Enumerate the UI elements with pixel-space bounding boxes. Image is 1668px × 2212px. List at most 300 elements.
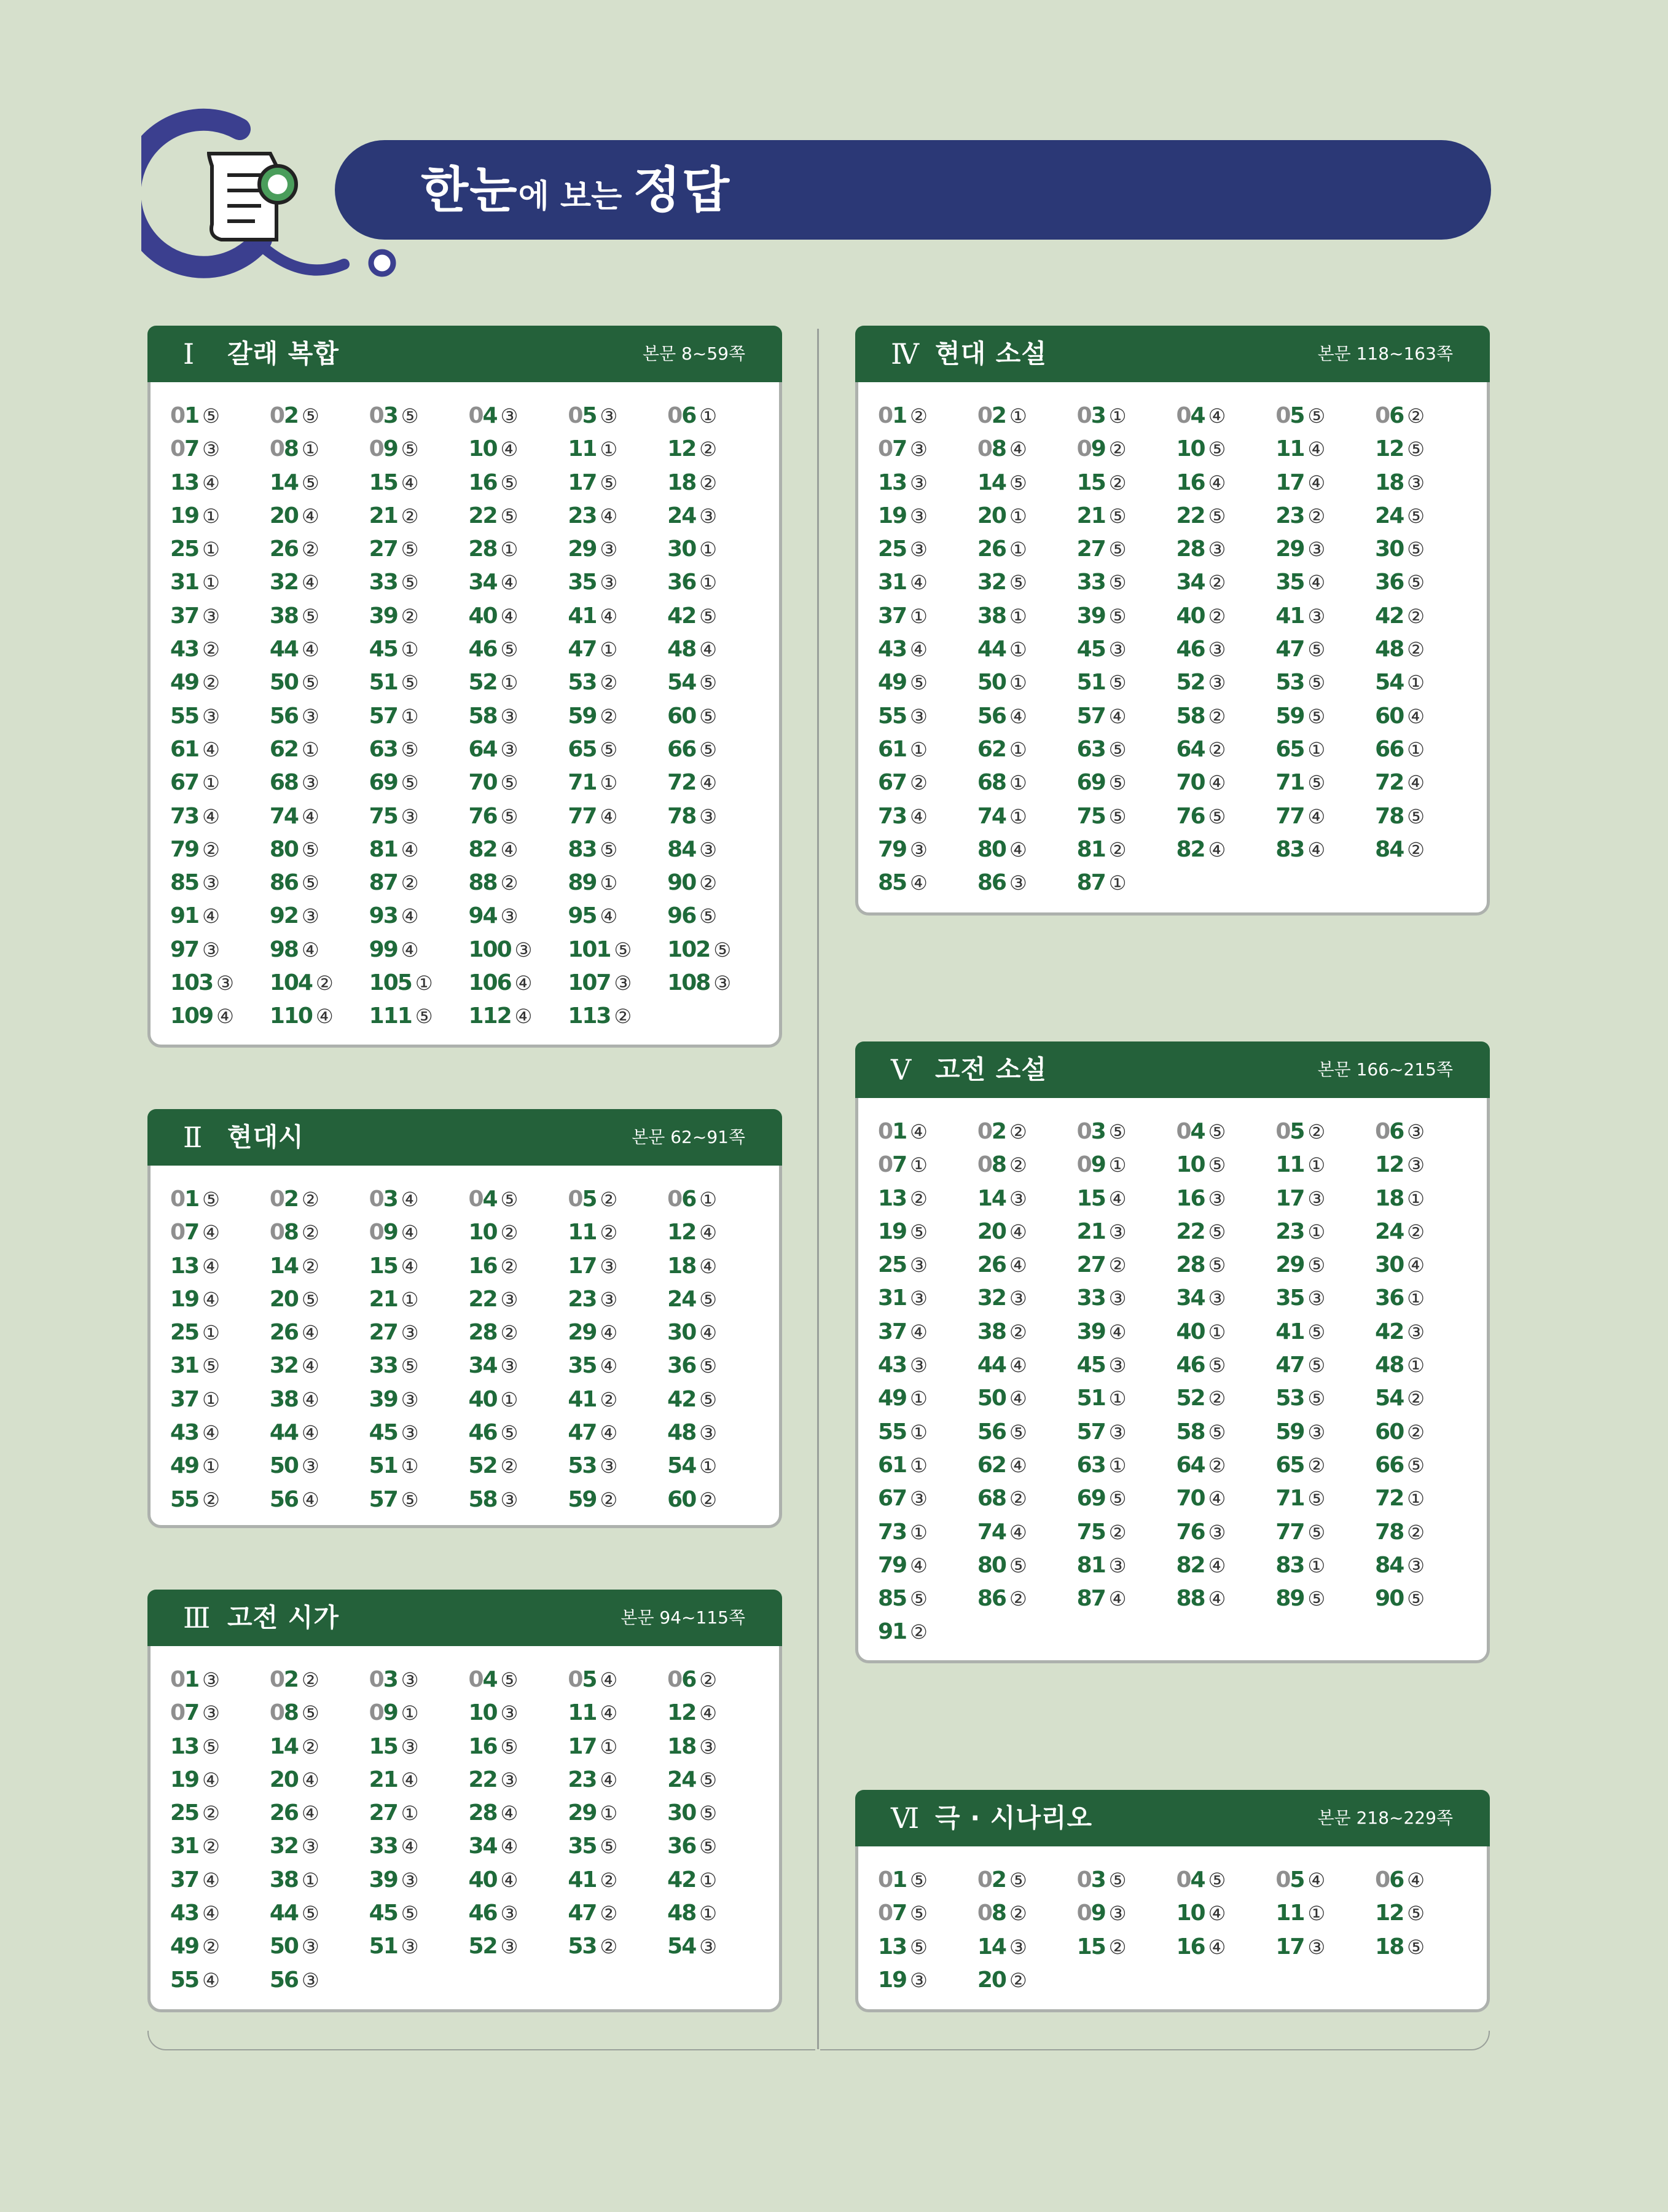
answer-choice: ④ xyxy=(216,1005,234,1029)
question-number: 19 xyxy=(878,1218,907,1244)
question-number: 08 xyxy=(269,1220,298,1245)
answer-item xyxy=(568,866,667,900)
answer-choice: ⑤ xyxy=(1307,404,1326,428)
answer-item xyxy=(568,666,667,699)
answer-choice: ⑤ xyxy=(1108,538,1127,562)
question-number: 52 xyxy=(468,1934,497,1959)
question-number: 19 xyxy=(170,503,199,528)
answer-choice: ① xyxy=(1307,1902,1326,1926)
question-number: 112 xyxy=(468,1003,511,1029)
question-number: 01 xyxy=(878,403,907,428)
answer-choice: ④ xyxy=(315,1005,334,1029)
answer-item xyxy=(1077,1115,1177,1148)
question-number: 44 xyxy=(269,1420,298,1446)
question-number: 07 xyxy=(170,1220,199,1245)
answer-choice: ③ xyxy=(202,1701,220,1725)
question-number: 86 xyxy=(977,1586,1006,1612)
answer-choice: ⑤ xyxy=(301,1902,319,1926)
answer-choice: ② xyxy=(1208,1453,1226,1477)
answer-item xyxy=(1375,500,1474,533)
question-number: 42 xyxy=(667,1386,696,1412)
answer-choice: ① xyxy=(910,1153,928,1177)
answer-item xyxy=(568,1283,667,1316)
answer-choice: ② xyxy=(202,638,220,662)
answer-item xyxy=(1275,1516,1375,1549)
answer-item xyxy=(468,1930,568,1963)
answer-item xyxy=(468,1183,568,1216)
question-number: 28 xyxy=(468,1800,497,1826)
answer-item xyxy=(1275,1115,1375,1148)
answer-choice: ③ xyxy=(1407,1120,1425,1143)
answer-choice: ④ xyxy=(301,1354,319,1378)
answer-choice: ⑤ xyxy=(1108,671,1127,695)
answer-item xyxy=(170,933,270,967)
answer-item xyxy=(369,500,469,533)
answer-item xyxy=(1176,1582,1275,1615)
answer-choice: ⑤ xyxy=(500,504,519,528)
answer-item xyxy=(270,1000,369,1033)
answer-item xyxy=(369,1383,469,1416)
answer-item xyxy=(270,900,369,933)
answer-choice: ③ xyxy=(500,1768,519,1792)
answer-choice: ③ xyxy=(910,1253,928,1277)
answer-item xyxy=(1275,1282,1375,1315)
answer-item xyxy=(1077,700,1177,733)
question-number: 36 xyxy=(667,1834,696,1859)
question-number: 61 xyxy=(878,736,907,762)
answer-item xyxy=(1077,1249,1177,1282)
question-number: 46 xyxy=(468,1900,497,1926)
answer-item xyxy=(878,1964,977,1997)
answer-choice: ④ xyxy=(910,1553,928,1577)
question-number: 03 xyxy=(1076,403,1105,428)
answer-choice: ⑤ xyxy=(699,604,717,628)
answer-choice: ③ xyxy=(1208,1520,1226,1544)
answer-item xyxy=(1375,633,1474,666)
question-number: 52 xyxy=(1176,1386,1205,1411)
answer-choice: ⑤ xyxy=(699,737,717,761)
question-number: 12 xyxy=(667,436,696,462)
answer-item xyxy=(977,1182,1077,1215)
answer-choice: ⑤ xyxy=(1407,1587,1425,1611)
answer-item xyxy=(270,1449,369,1483)
question-number: 50 xyxy=(269,1934,298,1959)
answer-choice: ① xyxy=(401,638,419,662)
answer-choice: ④ xyxy=(600,1668,618,1692)
question-number: 15 xyxy=(369,1253,397,1279)
answer-choice: ③ xyxy=(301,904,319,928)
answer-item xyxy=(468,433,568,466)
answer-item xyxy=(878,466,977,500)
answer-choice: ③ xyxy=(500,1488,519,1512)
answer-item xyxy=(1077,500,1177,533)
answer-item xyxy=(270,1316,369,1349)
answer-choice: ② xyxy=(1307,504,1326,528)
answer-item xyxy=(468,533,568,566)
answer-item xyxy=(468,1696,568,1730)
answer-item xyxy=(270,1696,369,1730)
answer-item xyxy=(1375,800,1474,833)
answer-item xyxy=(1077,866,1177,900)
question-number: 58 xyxy=(468,1486,497,1512)
question-number: 22 xyxy=(1176,503,1205,528)
answer-item xyxy=(878,700,977,733)
answer-choice: ④ xyxy=(600,1321,618,1345)
answer-item xyxy=(1375,466,1474,500)
section-title: 현대 소설 xyxy=(935,339,1047,369)
answer-choice: ④ xyxy=(910,1320,928,1344)
answer-choice: ③ xyxy=(910,1287,928,1311)
answer-choice: ⑤ xyxy=(1009,571,1027,595)
answer-choice: ① xyxy=(1307,737,1326,761)
answer-item xyxy=(1077,1931,1177,1964)
question-number: 13 xyxy=(170,469,199,495)
question-number: 13 xyxy=(878,1934,907,1959)
question-number: 103 xyxy=(170,970,213,996)
answer-choice: ④ xyxy=(699,771,717,795)
question-number: 10 xyxy=(1176,436,1205,462)
answer-item xyxy=(1375,1864,1474,1897)
answer-item xyxy=(977,866,1077,900)
answer-item xyxy=(468,566,568,599)
answer-choice: ① xyxy=(910,737,928,761)
answer-item xyxy=(977,1382,1077,1415)
answer-item xyxy=(667,1830,767,1863)
answer-item xyxy=(170,1449,270,1483)
question-number: 15 xyxy=(1076,1185,1105,1211)
question-number: 67 xyxy=(878,1486,907,1512)
answer-item xyxy=(170,1483,270,1516)
answer-item xyxy=(270,1663,369,1696)
answer-item xyxy=(878,1549,977,1582)
answer-item xyxy=(977,533,1077,566)
answer-item xyxy=(977,466,1077,500)
answer-choice: ③ xyxy=(614,971,632,995)
column-divider xyxy=(817,329,819,2049)
answer-item xyxy=(1275,700,1375,733)
answer-item xyxy=(270,433,369,466)
answer-choice: ③ xyxy=(202,938,220,962)
question-number: 57 xyxy=(1076,703,1105,729)
answer-choice: ③ xyxy=(910,704,928,728)
answer-choice: ② xyxy=(910,771,928,795)
question-number: 75 xyxy=(1076,803,1105,829)
question-number: 84 xyxy=(1375,1552,1404,1578)
answer-item xyxy=(878,1215,977,1249)
question-number: 75 xyxy=(1076,1519,1105,1545)
question-number: 48 xyxy=(667,1420,696,1446)
answer-choice: ① xyxy=(600,871,618,895)
question-number: 20 xyxy=(977,503,1006,528)
question-number: 45 xyxy=(369,1900,397,1926)
answer-item xyxy=(878,1582,977,1615)
question-number: 10 xyxy=(1176,1900,1205,1926)
question-number: 62 xyxy=(977,736,1006,762)
left-corner-line xyxy=(147,2031,815,2050)
answer-item xyxy=(1077,633,1177,666)
answer-choice: ④ xyxy=(1407,771,1425,795)
answer-choice: ② xyxy=(315,971,334,995)
answer-item xyxy=(878,1148,977,1182)
answer-choice: ④ xyxy=(301,938,319,962)
answer-choice: ③ xyxy=(500,904,519,928)
answer-item xyxy=(667,1930,767,1963)
answer-item xyxy=(270,1763,369,1797)
question-number: 37 xyxy=(878,1319,907,1344)
answer-choice: ③ xyxy=(500,1287,519,1311)
answer-choice: ③ xyxy=(910,837,928,861)
answer-item xyxy=(667,1283,767,1316)
answer-item xyxy=(1176,1897,1275,1930)
answer-item xyxy=(369,1250,469,1283)
answer-choice: ④ xyxy=(401,1188,419,1211)
question-number: 10 xyxy=(468,1700,497,1726)
section-panel-drama-scenario xyxy=(855,1790,1490,2012)
answer-item xyxy=(1375,433,1474,466)
question-number: 78 xyxy=(1375,803,1404,829)
question-number: 70 xyxy=(1176,770,1205,796)
question-number: 26 xyxy=(977,1252,1006,1278)
answer-item xyxy=(170,399,270,433)
answer-item xyxy=(270,1383,369,1416)
question-number: 61 xyxy=(170,736,199,762)
answer-choice: ③ xyxy=(910,1487,928,1511)
question-number: 84 xyxy=(667,836,696,862)
answer-item xyxy=(369,1897,469,1930)
answer-choice: ② xyxy=(600,1387,618,1411)
answer-choice: ⑤ xyxy=(910,1935,928,1959)
question-number: 36 xyxy=(1375,1285,1404,1311)
answer-choice: ④ xyxy=(500,1802,519,1826)
answer-item xyxy=(1176,1182,1275,1215)
answer-item xyxy=(878,633,977,666)
question-number: 80 xyxy=(977,836,1006,862)
question-number: 18 xyxy=(667,1733,696,1759)
answer-item xyxy=(1077,1215,1177,1249)
question-number: 72 xyxy=(1375,770,1404,796)
answer-item xyxy=(170,1216,270,1249)
question-number: 53 xyxy=(568,670,597,696)
answer-choice: ④ xyxy=(301,504,319,528)
answer-item xyxy=(270,600,369,633)
answer-item xyxy=(568,633,667,666)
answer-item xyxy=(977,633,1077,666)
question-number: 07 xyxy=(878,1152,907,1178)
answer-item xyxy=(1375,1482,1474,1515)
question-number: 81 xyxy=(1076,836,1105,862)
question-number: 65 xyxy=(1275,1452,1304,1478)
question-number: 50 xyxy=(977,670,1006,696)
answer-choice: ② xyxy=(301,1188,319,1211)
answer-choice: ① xyxy=(1108,404,1127,428)
answer-item xyxy=(977,766,1077,799)
answer-choice: ⑤ xyxy=(500,638,519,662)
question-number: 105 xyxy=(369,970,412,996)
answer-choice: ③ xyxy=(401,1735,419,1759)
section-panel-classical-novel xyxy=(855,1041,1490,1663)
answer-choice: ④ xyxy=(301,1488,319,1512)
answer-item xyxy=(468,1449,568,1483)
question-number: 05 xyxy=(1275,1867,1304,1892)
answer-item xyxy=(667,1250,767,1283)
question-number: 50 xyxy=(269,1453,298,1479)
question-number: 70 xyxy=(1176,1486,1205,1512)
question-number: 65 xyxy=(1275,736,1304,762)
answer-item xyxy=(568,466,667,500)
question-number: 20 xyxy=(269,1286,298,1312)
answer-item xyxy=(568,1216,667,1249)
answer-choice: ⑤ xyxy=(301,1287,319,1311)
answer-choice: ① xyxy=(910,1453,928,1477)
answer-choice: ③ xyxy=(600,571,618,595)
answer-choice: ① xyxy=(1307,1153,1326,1177)
question-number: 53 xyxy=(568,1453,597,1479)
answer-choice: ④ xyxy=(1307,837,1326,861)
question-number: 06 xyxy=(667,1667,696,1692)
answer-choice: ① xyxy=(401,1701,419,1725)
question-number: 87 xyxy=(369,870,397,896)
answer-item xyxy=(1077,533,1177,566)
answer-choice: ③ xyxy=(1307,1420,1326,1444)
answer-choice: ④ xyxy=(1307,437,1326,461)
question-number: 104 xyxy=(269,970,312,996)
question-number: 41 xyxy=(568,1867,597,1892)
section-number: Ⅰ xyxy=(183,337,195,371)
question-number: 49 xyxy=(170,1453,199,1479)
question-number: 69 xyxy=(1076,770,1105,796)
answer-choice: ① xyxy=(1208,1320,1226,1344)
answer-item xyxy=(1077,766,1177,799)
section-header xyxy=(147,1109,782,1166)
answer-choice: ② xyxy=(202,1802,220,1826)
answer-item xyxy=(977,833,1077,866)
question-number: 05 xyxy=(568,403,597,428)
answer-choice: ④ xyxy=(401,1221,419,1245)
answer-choice: ④ xyxy=(600,504,618,528)
question-number: 16 xyxy=(468,469,497,495)
question-number: 21 xyxy=(369,503,397,528)
answer-choice: ⑤ xyxy=(1407,538,1425,562)
answer-choice: ④ xyxy=(1407,704,1425,728)
answer-item xyxy=(1077,1382,1177,1415)
question-number: 76 xyxy=(1176,1519,1205,1545)
answer-item xyxy=(270,967,369,1000)
answer-item xyxy=(1375,1549,1474,1582)
answer-choice: ③ xyxy=(1407,471,1425,495)
answer-item xyxy=(468,399,568,433)
answer-item xyxy=(667,766,767,799)
answer-choice: ② xyxy=(401,604,419,628)
answer-choice: ③ xyxy=(1407,1153,1425,1177)
answer-item xyxy=(667,1349,767,1382)
answer-choice: ① xyxy=(1307,1553,1326,1577)
answer-choice: ① xyxy=(1307,1220,1326,1244)
answer-choice: ② xyxy=(1009,1153,1027,1177)
question-number: 40 xyxy=(1176,603,1205,629)
answer-item xyxy=(1275,1482,1375,1515)
question-number: 02 xyxy=(977,1867,1006,1892)
answer-choice: ① xyxy=(401,1802,419,1826)
answer-choice: ⑤ xyxy=(202,1735,220,1759)
answer-choice: ③ xyxy=(699,1735,717,1759)
answer-choice: ⑤ xyxy=(500,1735,519,1759)
answer-choice: ⑤ xyxy=(1208,804,1226,828)
question-number: 27 xyxy=(369,536,397,562)
question-number: 51 xyxy=(1076,670,1105,696)
answer-choice: ⑤ xyxy=(1307,1354,1326,1378)
answer-choice: ① xyxy=(202,771,220,795)
answer-choice: ④ xyxy=(500,437,519,461)
question-number: 35 xyxy=(568,1353,597,1379)
question-number: 64 xyxy=(1176,736,1205,762)
section-title: 현대시 xyxy=(227,1122,304,1152)
answer-item xyxy=(667,1216,767,1249)
answer-item xyxy=(369,600,469,633)
question-number: 09 xyxy=(369,1700,397,1726)
answer-choice: ① xyxy=(600,638,618,662)
answer-choice: ③ xyxy=(500,1354,519,1378)
question-number: 37 xyxy=(170,1386,199,1412)
section-header xyxy=(147,1590,782,1646)
answer-item xyxy=(1077,733,1177,766)
answer-choice: ① xyxy=(600,1802,618,1826)
answer-item xyxy=(468,500,568,533)
question-number: 83 xyxy=(1275,1552,1304,1578)
section-header xyxy=(855,326,1490,382)
question-number: 31 xyxy=(878,1285,907,1311)
question-number: 04 xyxy=(468,1667,497,1692)
answer-item xyxy=(977,1282,1077,1315)
answer-choice: ⑤ xyxy=(301,837,319,861)
section-panel-genre-combined xyxy=(147,326,782,1048)
question-number: 15 xyxy=(1076,469,1105,495)
question-number: 32 xyxy=(269,1834,298,1859)
answer-item xyxy=(1375,399,1474,433)
question-number: 52 xyxy=(468,670,497,696)
question-number: 07 xyxy=(878,1900,907,1926)
section-pages: 본문 94~115쪽 xyxy=(621,1607,745,1628)
answer-item xyxy=(468,933,568,967)
answer-choice: ④ xyxy=(301,804,319,828)
answer-choice: ③ xyxy=(1307,604,1326,628)
question-number: 23 xyxy=(1275,503,1304,528)
answer-choice: ④ xyxy=(301,571,319,595)
answer-item xyxy=(369,666,469,699)
answer-choice: ③ xyxy=(600,538,618,562)
answer-choice: ④ xyxy=(202,904,220,928)
question-number: 18 xyxy=(1375,469,1404,495)
answer-choice: ② xyxy=(1407,638,1425,662)
answer-choice: ① xyxy=(301,1868,319,1892)
question-number: 30 xyxy=(1375,536,1404,562)
answer-choice: ⑤ xyxy=(699,671,717,695)
question-number: 90 xyxy=(1375,1586,1404,1612)
answer-item xyxy=(369,1449,469,1483)
answer-choice: ④ xyxy=(1407,1253,1425,1277)
answer-choice: ② xyxy=(1108,437,1127,461)
answer-item xyxy=(667,800,767,833)
answer-choice: ⑤ xyxy=(1307,1587,1326,1611)
answer-choice: ⑤ xyxy=(910,1220,928,1244)
question-number: 54 xyxy=(667,1453,696,1479)
answer-choice: ② xyxy=(202,671,220,695)
question-number: 37 xyxy=(878,603,907,629)
question-number: 41 xyxy=(1275,1319,1304,1344)
answer-choice: ④ xyxy=(202,1768,220,1792)
answer-choice: ④ xyxy=(1009,837,1027,861)
answer-choice: ② xyxy=(301,538,319,562)
question-number: 14 xyxy=(269,1733,298,1759)
